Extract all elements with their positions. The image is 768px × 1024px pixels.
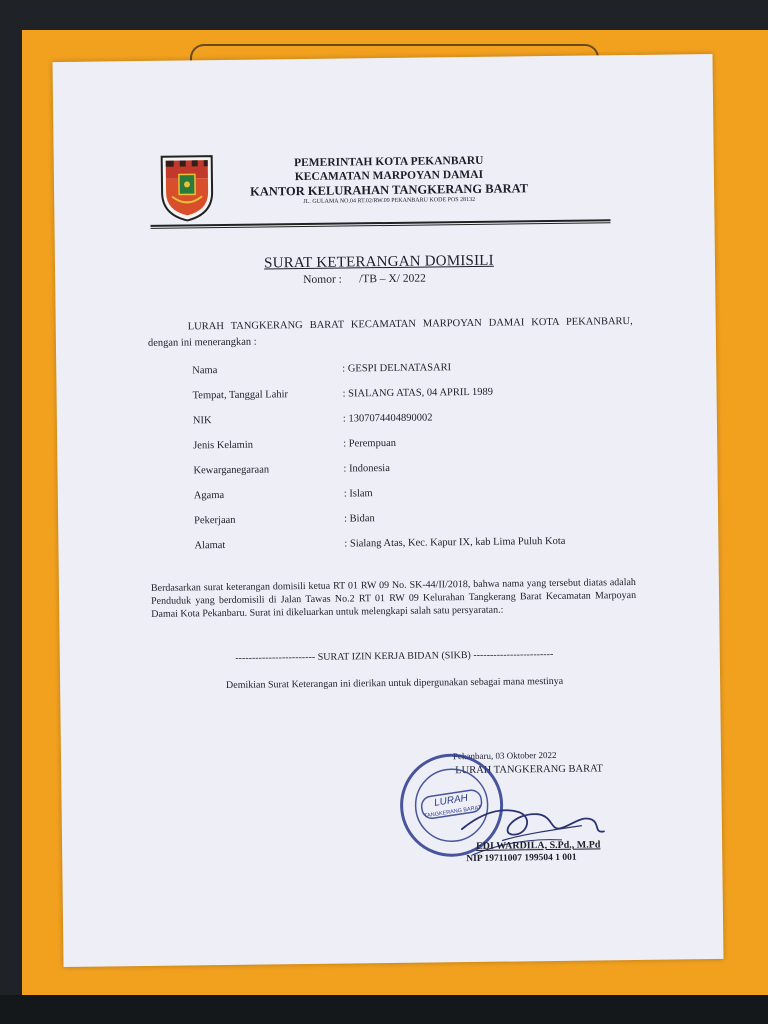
- signature-date: Pekanbaru, 03 Oktober 2022: [452, 749, 557, 762]
- field-row-gender: [193, 435, 633, 452]
- stamp-label: LURAH: [433, 792, 469, 809]
- letterhead: [224, 154, 555, 207]
- letterhead-office: KANTOR KELURAHAN TANGKERANG BARAT: [250, 181, 529, 199]
- field-row-occupation: [194, 510, 634, 527]
- field-label: Jenis Kelamin: [193, 439, 254, 452]
- field-row-nik: [192, 410, 633, 427]
- field-value: : 1307074404890002: [342, 412, 433, 425]
- field-label: Pekerjaan: [194, 514, 236, 527]
- city-emblem-logo: [158, 152, 217, 223]
- field-value: : Islam: [343, 488, 373, 500]
- field-label: Nama: [192, 365, 218, 377]
- signature-office: LURAH TANGKERANG BARAT: [455, 763, 603, 777]
- field-row-religion: [193, 485, 634, 502]
- stamp-sublabel: TANGKERANG BARAT: [423, 804, 482, 820]
- field-label: Tempat, Tanggal Lahir: [192, 389, 289, 402]
- field-value: : Indonesia: [343, 462, 390, 475]
- document-title: SURAT KETERANGAN DOMISILI: [264, 252, 494, 272]
- document-number: Nomor : /TB – X/ 2022: [303, 272, 426, 287]
- official-nip: NIP 19711007 199504 1 001: [466, 852, 577, 865]
- field-row-citizenship: [193, 460, 633, 477]
- field-label: NIK: [192, 415, 212, 427]
- official-name: EDI WARDILA, S.Pd., M.Pd: [476, 839, 601, 852]
- closing-statement: Demikian Surat Keterangan ini dierikan untuk dipergunakan sebagai mana mestinya: [225, 675, 564, 691]
- document-page: [52, 54, 723, 967]
- body-paragraph: Berdasarkan surat keterangan domisili ketua RT 01 RW 09 No. SK-44/II/2018, bahwa nama yang tersebut diatas adalah Penduduk yang berdomisili di Jalan Tawas No.2 RT 01 RW 09 Kelurahan Tangkerang Barat Kecamatan Marpoyan Damai Kota Pekanbaru. Surat ini dikeluarkan untuk melengkapi salah satu persyaratan.:: [150, 576, 637, 621]
- field-label: Kewarganegaraan: [193, 464, 270, 477]
- field-row-name: [192, 360, 632, 377]
- intro-paragraph: LURAH TANGKERANG BARAT KECAMATAN MARPOYAN DAMAI KOTA PEKANBARU, dengan ini menerangkan :: [147, 315, 633, 349]
- letterhead-rule: [150, 219, 610, 229]
- field-value: : GESPI DELNATASARI: [342, 362, 452, 375]
- letterhead-government: PEMERINTAH KOTA PEKANBARU: [294, 154, 484, 170]
- field-row-address: [194, 535, 634, 552]
- field-value: : Bidan: [344, 513, 375, 525]
- field-value: : Perempuan: [343, 437, 397, 450]
- sikb-separator: ------------------------ SURAT IZIN KERJA BIDAN (SIKB) ------------------------: [235, 648, 554, 664]
- field-value: : SIALANG ATAS, 04 APRIL 1989: [342, 386, 494, 400]
- letterhead-district: KECAMATAN MARPOYAN DAMAI: [294, 168, 484, 183]
- field-label: Agama: [193, 490, 225, 502]
- field-value: : Sialang Atas, Kec. Kapur IX, kab Lima Puluh Kota: [344, 535, 566, 550]
- desk-surface: [0, 995, 768, 1024]
- field-row-birth: [192, 385, 633, 402]
- letterhead-address: JL. GULAMA NO.04 RT.02/RW.09 PEKANBARU KODE POS 28132: [303, 196, 476, 205]
- field-label: Alamat: [194, 539, 226, 552]
